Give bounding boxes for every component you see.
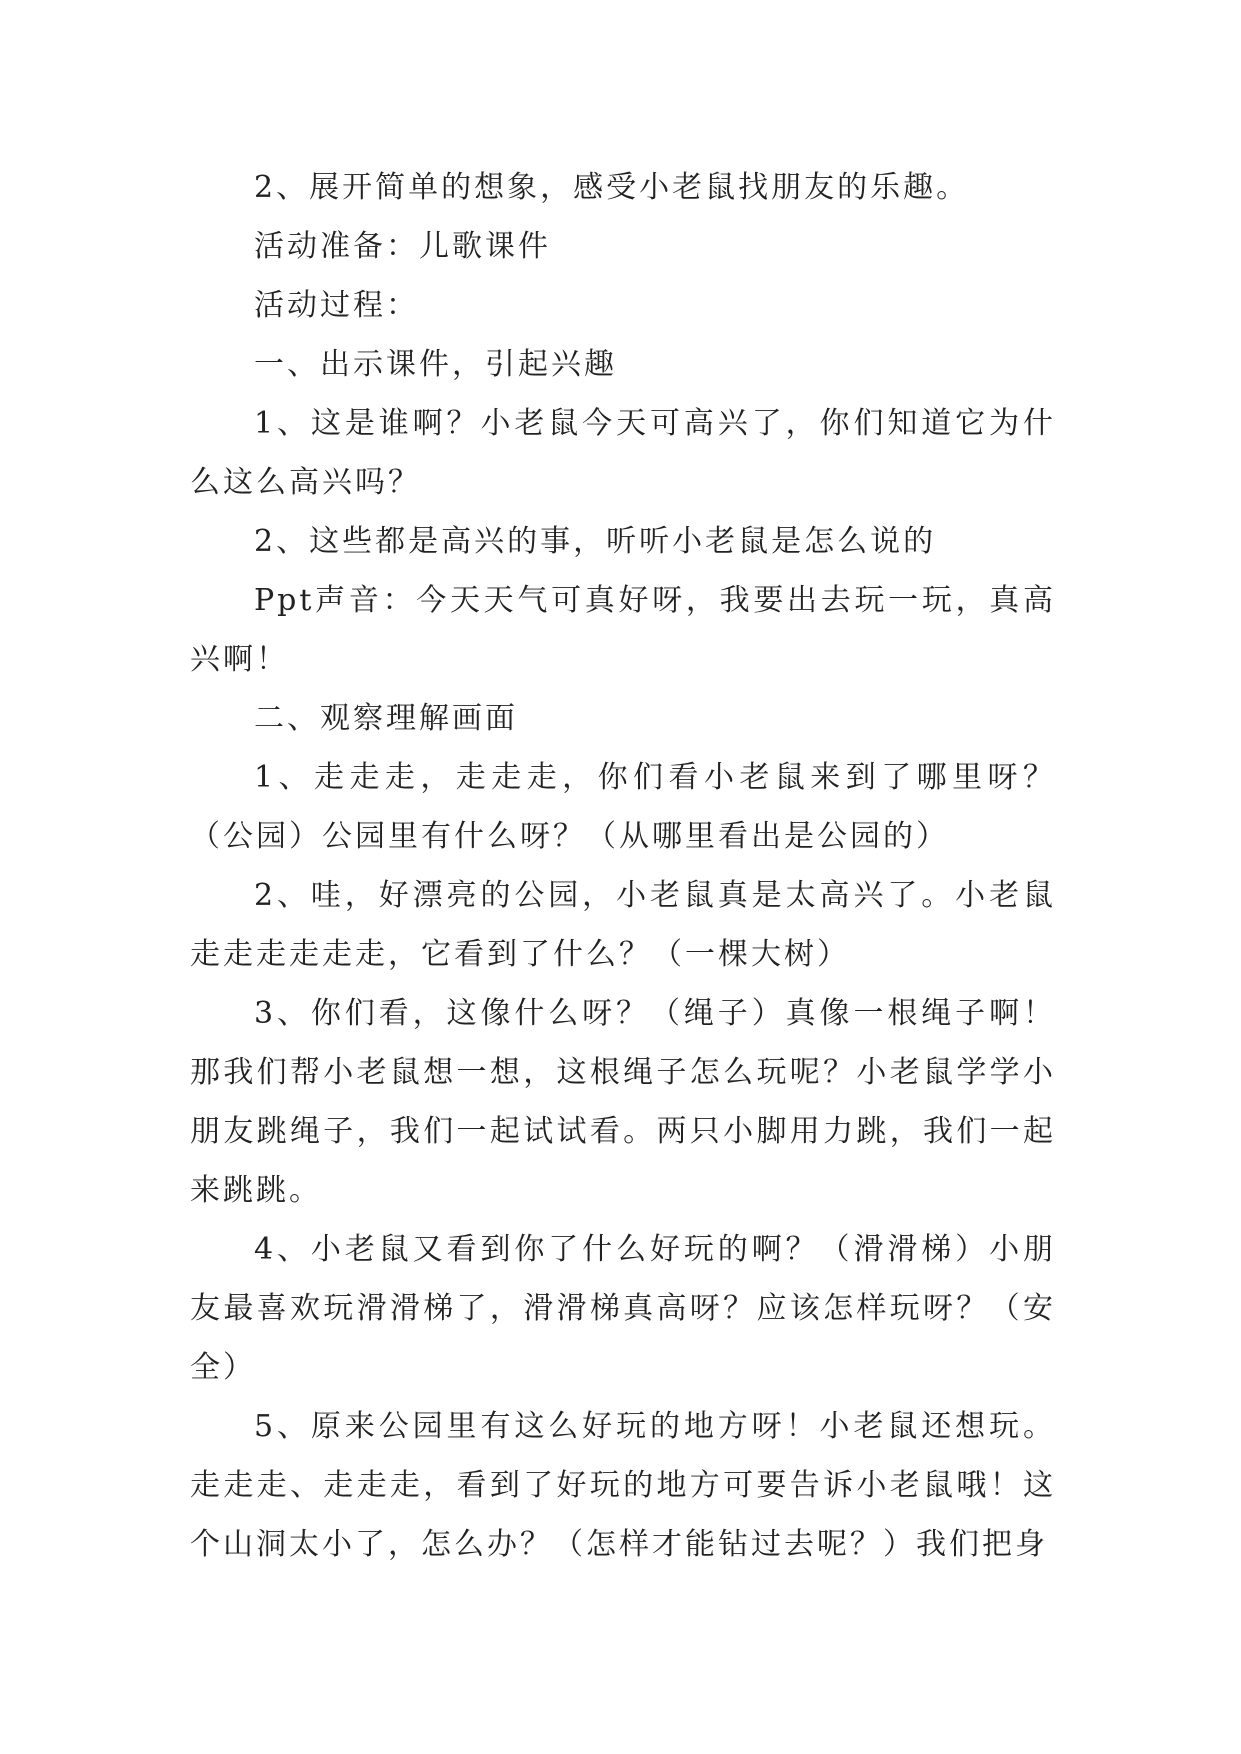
paragraph-step-2-5: 5、原来公园里有这么好玩的地方呀！小老鼠还想玩。走走走、走走走，看到了好玩的地方可要告诉小老鼠哦！这个山洞太小了，怎么办？（怎样才能钻过去呢？）我们把身 — [190, 1409, 1056, 1562]
paragraph-step-2-1: 1、走走走，走走走，你们看小老鼠来到了哪里呀？（公园）公园里有什么呀？（从哪里看出是公园的） — [190, 760, 1056, 854]
paragraph-step-2-2: 2、哇，好漂亮的公园，小老鼠真是太高兴了。小老鼠走走走走走走，它看到了什么？（一棵大树） — [190, 878, 1056, 972]
paragraph-step-2-3: 3、你们看，这像什么呀？（绳子）真像一根绳子啊！那我们帮小老鼠想一想，这根绳子怎么玩呢？小老鼠学学小朋友跳绳子，我们一起试试看。两只小脚用力跳，我们一起来跳跳。 — [190, 996, 1056, 1208]
paragraph-ppt-audio: Ppt声音：今天天气可真好呀，我要出去玩一玩，真高兴啊！ — [190, 583, 1056, 677]
paragraph-step-1-1: 1、这是谁啊？小老鼠今天可高兴了，你们知道它为什么这么高兴吗？ — [190, 406, 1056, 500]
section-heading-2: 二、观察理解画面 — [254, 701, 518, 736]
paragraph-step-1-2: 2、这些都是高兴的事，听听小老鼠是怎么说的 — [254, 524, 937, 559]
document-body — [190, 158, 1056, 1574]
section-heading-1: 一、出示课件，引起兴趣 — [254, 347, 617, 382]
paragraph-goal-2: 2、展开简单的想象，感受小老鼠找朋友的乐趣。 — [254, 170, 970, 205]
paragraph-process-heading: 活动过程： — [254, 288, 419, 323]
paragraph-preparation: 活动准备：儿歌课件 — [254, 229, 551, 264]
paragraph-step-2-4: 4、小老鼠又看到你了什么好玩的啊？（滑滑梯）小朋友最喜欢玩滑滑梯了，滑滑梯真高呀？应该怎样玩呀？（安全） — [190, 1232, 1056, 1385]
